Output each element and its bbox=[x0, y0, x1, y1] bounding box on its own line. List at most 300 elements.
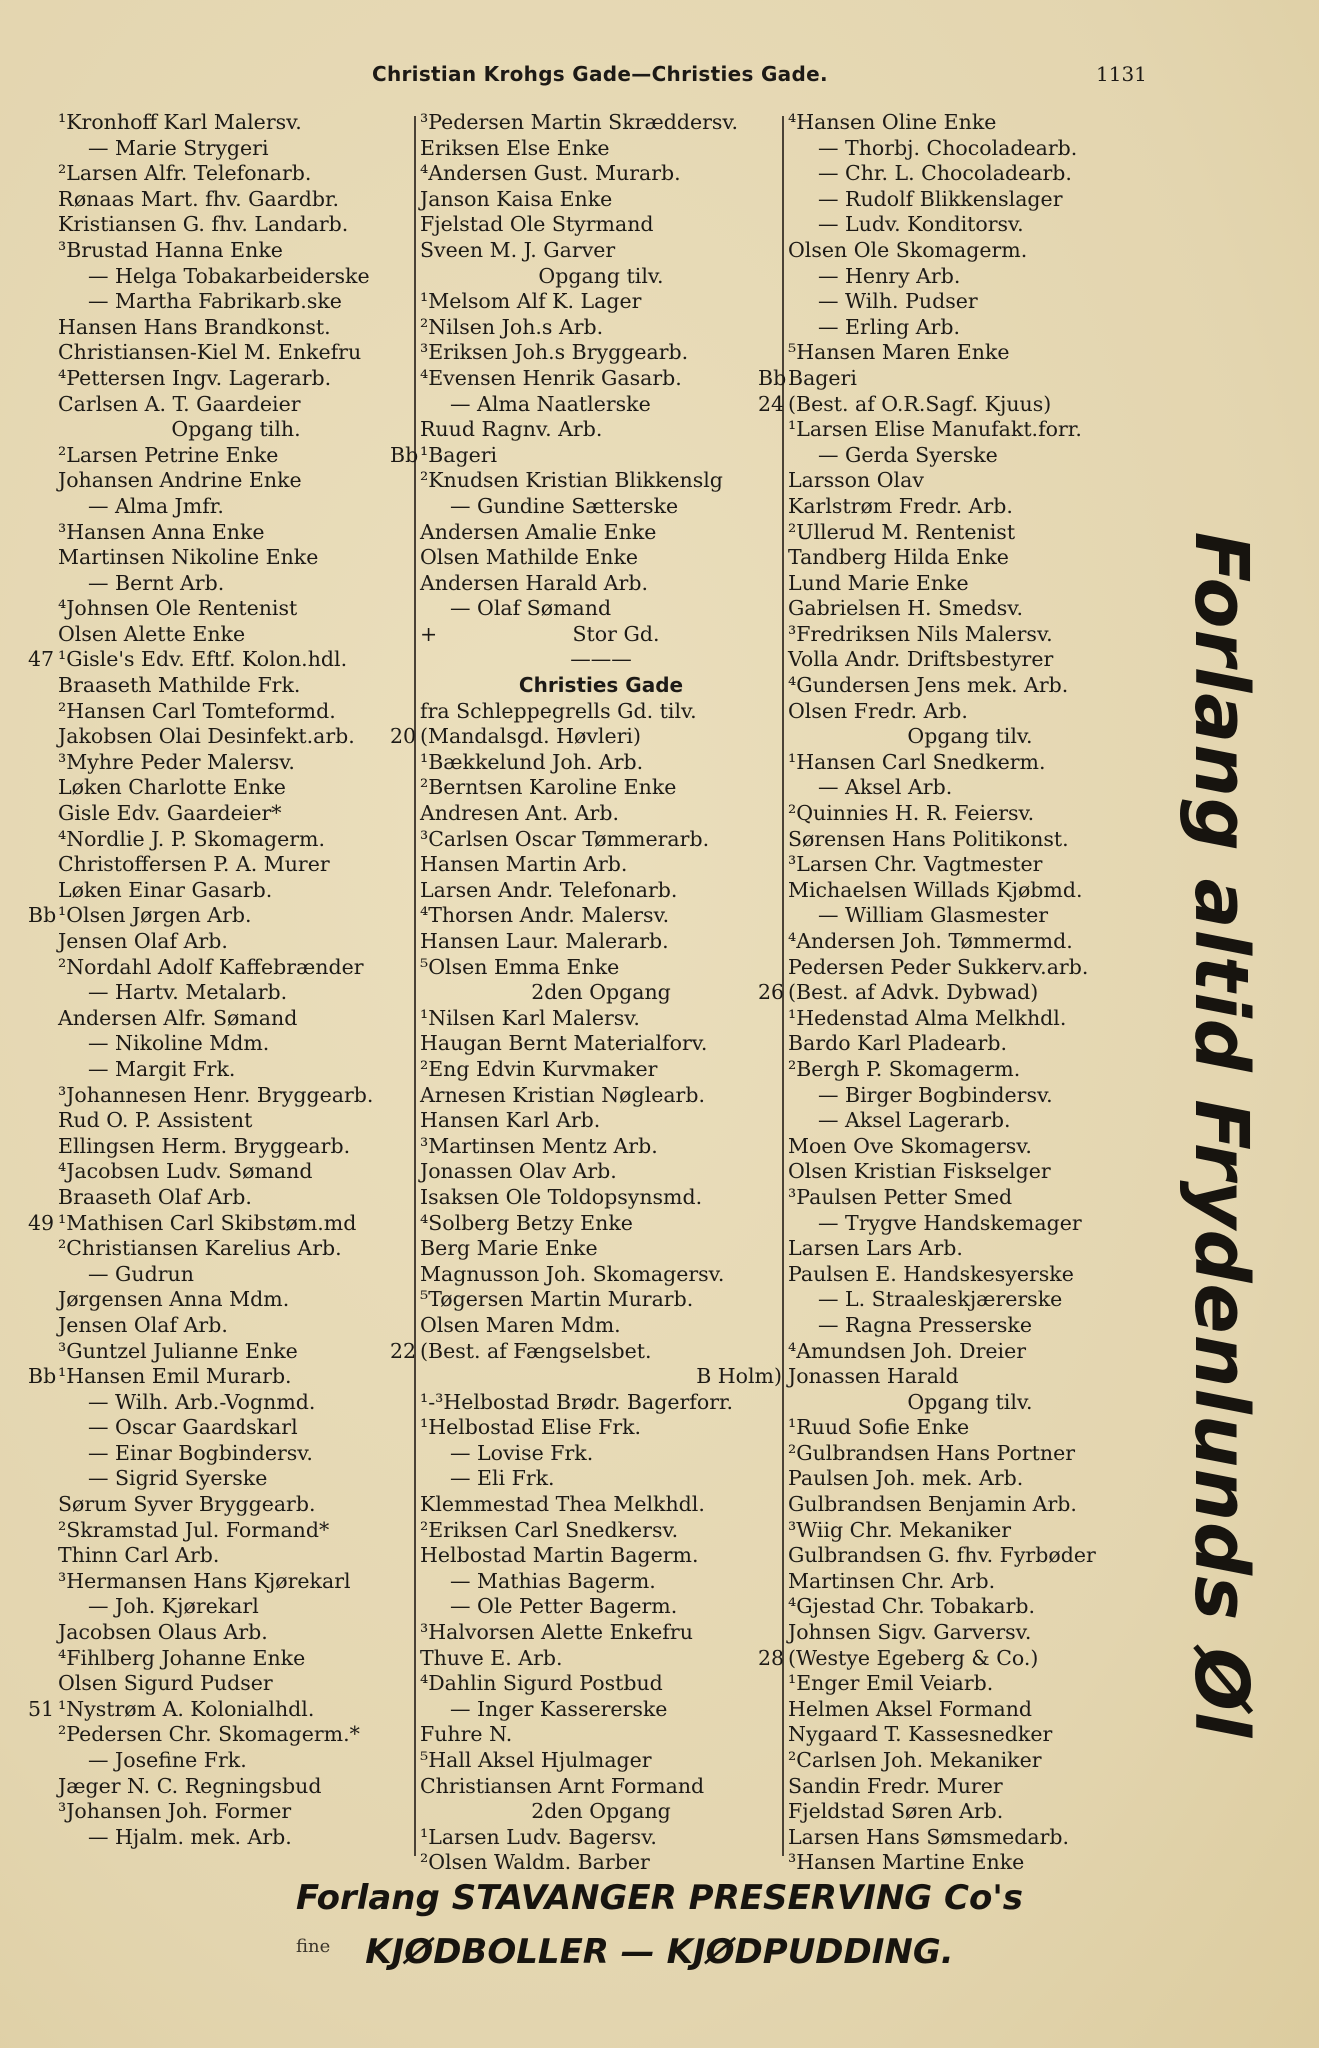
directory-entry bbox=[420, 1722, 782, 1748]
entry-text: 2den Opgang bbox=[531, 1799, 671, 1824]
entry-text: ¹Nystrøm A. Kolonialhdl. bbox=[58, 1696, 315, 1721]
entry-text: — L. Straaleskjærerske bbox=[818, 1287, 1063, 1312]
column-divider-left bbox=[414, 116, 416, 1856]
entry-text: — Trygve Handskemager bbox=[818, 1210, 1082, 1235]
entry-text: ⁴Pettersen Ingv. Lagerarb. bbox=[58, 365, 332, 390]
entry-text: Nygaard T. Kassesnedker bbox=[788, 1722, 1053, 1747]
directory-entry bbox=[58, 1287, 414, 1313]
entry-text: ³Myhre Peder Malersv. bbox=[58, 749, 295, 774]
directory-entry bbox=[420, 1108, 782, 1134]
entry-text: ⁴Gjestad Chr. Tobakarb. bbox=[788, 1594, 1036, 1619]
entry-text: ¹Hansen Carl Snedkerm. bbox=[788, 749, 1046, 774]
entry-text: ²Carlsen Joh. Mekaniker bbox=[788, 1748, 1042, 1772]
entry-text: ¹Melsom Alf K. Lager bbox=[420, 289, 642, 314]
entry-text: Martinsen Chr. Arb. bbox=[788, 1568, 996, 1593]
entry-text: — Helga Tobakarbeiderske bbox=[88, 263, 370, 288]
directory-entry bbox=[58, 1083, 414, 1109]
entry-text: ¹Nilsen Karl Malersv. bbox=[420, 1005, 640, 1030]
entry-text: Hansen Karl Arb. bbox=[420, 1108, 601, 1133]
entry-text: — Alma Jmfr. bbox=[88, 493, 224, 518]
entry-text: ²Skramstad Jul. Formand* bbox=[58, 1517, 330, 1542]
entry-text: ⁴Andersen Joh. Tømmermd. bbox=[788, 929, 1073, 953]
entry-text: ⁵Hansen Maren Enke bbox=[788, 340, 1010, 365]
entry-text: ²Nilsen Joh.s Arb. bbox=[420, 314, 604, 339]
entry-text: ³Hansen Anna Enke bbox=[58, 519, 265, 544]
footer-ad-tail: fine bbox=[296, 1936, 331, 1957]
entry-text: ⁴Solberg Betzy Enke bbox=[420, 1210, 633, 1235]
entry-text: (Best. af Advk. Dybwad) bbox=[788, 980, 1039, 1005]
directory-entry bbox=[788, 1441, 1152, 1467]
entry-text: Fuhre N. bbox=[420, 1722, 513, 1747]
directory-entry bbox=[58, 1722, 414, 1748]
entry-text: Berg Marie Enke bbox=[420, 1236, 598, 1261]
entry-text: Fjeldstad Søren Arb. bbox=[788, 1799, 1004, 1824]
entry-text: ²Larsen Alfr. Telefonarb. bbox=[58, 161, 312, 186]
directory-entry bbox=[788, 443, 1152, 469]
directory-entry bbox=[788, 1339, 1152, 1365]
entry-text: Stor Gd. bbox=[572, 621, 660, 646]
directory-entry bbox=[788, 1031, 1152, 1057]
directory-entry bbox=[58, 750, 414, 776]
directory-entry bbox=[788, 545, 1152, 571]
entry-text: ³Fredriksen Nils Malersv. bbox=[788, 621, 1053, 646]
entry-text: ²Eriksen Carl Snedkersv. bbox=[420, 1517, 679, 1542]
entry-text: — Aksel Arb. bbox=[818, 775, 953, 800]
entry-text: — Nikoline Mdm. bbox=[88, 1031, 270, 1056]
entry-text: ²Ullerud M. Rentenist bbox=[788, 519, 1016, 544]
directory-entry bbox=[58, 340, 414, 366]
entry-text: — Mathias Bagerm. bbox=[450, 1568, 656, 1593]
entry-text: Opgang tilv. bbox=[907, 724, 1033, 749]
directory-entry bbox=[28, 1697, 414, 1723]
directory-entry bbox=[420, 545, 782, 571]
entry-text: Andersen Alfr. Sømand bbox=[58, 1005, 298, 1030]
directory-entry bbox=[58, 1185, 414, 1211]
directory-entry bbox=[58, 289, 414, 315]
page-title: Christian Krohgs Gade—Christies Gade. bbox=[372, 62, 828, 86]
directory-entry bbox=[58, 392, 414, 418]
entry-marker: 49 bbox=[28, 1210, 55, 1235]
entry-text: Larsen Hans Sømsmedarb. bbox=[788, 1824, 1070, 1849]
directory-entry bbox=[788, 1825, 1152, 1851]
directory-entry bbox=[758, 1646, 1152, 1672]
entry-marker: 24 bbox=[758, 391, 785, 416]
entry-text: Thinn Carl Arb. bbox=[58, 1543, 220, 1568]
directory-entry bbox=[58, 1543, 414, 1569]
directory-entry bbox=[788, 1083, 1152, 1109]
directory-entry bbox=[420, 1057, 782, 1083]
entry-text: Opgang tilv. bbox=[538, 263, 664, 288]
directory-entry bbox=[788, 1594, 1152, 1620]
directory-entry bbox=[420, 801, 782, 827]
directory-entry bbox=[420, 1211, 782, 1237]
entry-text: ⁴Nordlie J. P. Skomagerm. bbox=[58, 826, 325, 851]
entry-text: ³Martinsen Mentz Arb. bbox=[420, 1133, 658, 1158]
entry-text: ²Gulbrandsen Hans Portner bbox=[788, 1440, 1076, 1465]
directory-column-3 bbox=[758, 110, 1152, 1876]
entry-text: Martinsen Nikoline Enke bbox=[58, 545, 319, 570]
entry-text: — Hartv. Metalarb. bbox=[88, 980, 288, 1005]
directory-entry bbox=[788, 801, 1152, 827]
entry-text: Opgang tilv. bbox=[907, 1389, 1033, 1414]
entry-text: Pedersen Peder Sukkerv.arb. bbox=[788, 954, 1089, 979]
entry-text: Jensen Olaf Arb. bbox=[58, 1312, 228, 1337]
entry-marker: 28 bbox=[758, 1645, 785, 1670]
entry-text: Hansen Martin Arb. bbox=[420, 852, 628, 877]
directory-entry bbox=[58, 1646, 414, 1672]
directory-entry bbox=[420, 571, 782, 597]
directory-entry bbox=[58, 1748, 414, 1774]
directory-entry bbox=[420, 1620, 782, 1646]
directory-entry bbox=[420, 1415, 782, 1441]
directory-entry bbox=[58, 264, 414, 290]
entry-text: Rud O. P. Assistent bbox=[58, 1108, 253, 1133]
entry-text: (Best. af O.R.Sagf. Kjuus) bbox=[788, 391, 1052, 416]
entry-marker: 20 bbox=[390, 724, 417, 749]
entry-text: ¹Hedenstad Alma Melkhdl. bbox=[788, 1005, 1067, 1030]
directory-entry bbox=[58, 1390, 414, 1416]
directory-entry bbox=[420, 1159, 782, 1185]
directory-entry bbox=[58, 724, 414, 750]
entry-text: — Wilh. Arb.-Vognmd. bbox=[88, 1389, 316, 1414]
entry-text: Opgang tilh. bbox=[171, 417, 301, 442]
entry-text: — Thorbj. Chocoladearb. bbox=[818, 135, 1078, 160]
entry-text: Jakobsen Olai Desinfekt.arb. bbox=[58, 724, 355, 749]
entry-text: — Hjalm. mek. Arb. bbox=[88, 1824, 292, 1849]
directory-entry bbox=[788, 1518, 1152, 1544]
entry-text: Olsen Sigurd Pudser bbox=[58, 1671, 273, 1696]
directory-entry bbox=[58, 1825, 414, 1851]
entry-text: ⁴Thorsen Andr. Malersv. bbox=[420, 903, 670, 928]
entry-text: Haugan Bernt Materialforv. bbox=[420, 1031, 708, 1056]
entry-text: — Henry Arb. bbox=[818, 263, 961, 288]
entry-text: Braaseth Olaf Arb. bbox=[58, 1184, 252, 1209]
entry-text: ²Olsen Waldm. Barber bbox=[420, 1850, 650, 1875]
directory-entry bbox=[58, 1057, 414, 1083]
directory-entry bbox=[420, 520, 782, 546]
entry-text: Klemmestad Thea Melkhdl. bbox=[420, 1492, 705, 1517]
directory-entry bbox=[58, 1236, 414, 1262]
directory-entry bbox=[420, 340, 782, 366]
directory-entry bbox=[758, 980, 1152, 1006]
directory-entry bbox=[58, 1159, 414, 1185]
directory-entry bbox=[58, 1134, 414, 1160]
directory-entry bbox=[58, 1415, 414, 1441]
page-header bbox=[0, 62, 1319, 92]
entry-text: Eriksen Else Enke bbox=[420, 135, 610, 160]
entry-text: ¹Gisle's Edv. Eftf. Kolon.hdl. bbox=[58, 647, 348, 672]
directory-entry bbox=[788, 1185, 1152, 1211]
entry-marker: Bb bbox=[390, 442, 419, 467]
directory-entry bbox=[788, 1620, 1152, 1646]
entry-text: Andersen Amalie Enke bbox=[420, 519, 657, 544]
entry-text: Jørgensen Anna Mdm. bbox=[58, 1287, 290, 1312]
entry-text: — Rudolf Blikkenslager bbox=[818, 186, 1063, 211]
entry-text: ⁴Johnsen Ole Rentenist bbox=[58, 596, 298, 621]
entry-text: Olsen Fredr. Arb. bbox=[788, 698, 968, 723]
entry-text: fra Schleppegrells Gd. tilv. bbox=[420, 698, 697, 723]
entry-text: ¹Kronhoff Karl Malersv. bbox=[58, 110, 302, 134]
directory-entry bbox=[788, 1262, 1152, 1288]
directory-entry bbox=[788, 1850, 1152, 1876]
directory-entry bbox=[420, 622, 782, 648]
entry-text: — Gundine Sætterske bbox=[450, 493, 679, 518]
directory-entry bbox=[420, 1671, 782, 1697]
entry-text: — Birger Bogbindersv. bbox=[818, 1082, 1053, 1107]
entry-text: Carlsen A. T. Gaardeier bbox=[58, 391, 301, 416]
vertical-ad-text: Forlang altid Frydenlunds Øl bbox=[1178, 531, 1264, 1739]
entry-text: Jonassen Harald bbox=[788, 1364, 959, 1389]
directory-entry bbox=[58, 161, 414, 187]
entry-text: Braaseth Mathilde Frk. bbox=[58, 673, 301, 698]
directory-entry bbox=[58, 1518, 414, 1544]
entry-text: Lund Marie Enke bbox=[788, 570, 969, 595]
directory-entry bbox=[788, 1057, 1152, 1083]
directory-entry bbox=[420, 852, 782, 878]
directory-entry bbox=[420, 1594, 782, 1620]
entry-text: (Mandalsgd. Høvleri) bbox=[420, 724, 641, 749]
directory-entry bbox=[420, 750, 782, 776]
directory-entry bbox=[58, 520, 414, 546]
directory-entry bbox=[58, 827, 414, 853]
entry-text: ³Eriksen Joh.s Bryggearb. bbox=[420, 340, 689, 365]
directory-entry bbox=[788, 1006, 1152, 1032]
entry-text: ³Brustad Hanna Enke bbox=[58, 237, 283, 262]
directory-entry bbox=[58, 468, 414, 494]
directory-entry bbox=[420, 1569, 782, 1595]
entry-text: Johnsen Sigv. Garversv. bbox=[788, 1620, 1032, 1645]
entry-text: ³Paulsen Petter Smed bbox=[788, 1184, 1013, 1209]
entry-text: Rønaas Mart. fhv. Gaardbr. bbox=[58, 186, 340, 211]
directory-entry bbox=[788, 1313, 1152, 1339]
directory-entry bbox=[788, 315, 1152, 341]
directory-entry bbox=[420, 1006, 782, 1032]
entry-text: ³Johannesen Henr. Bryggearb. bbox=[58, 1082, 374, 1107]
entry-text: ¹-³Helbostad Brødr. Bagerforr. bbox=[420, 1389, 734, 1414]
entry-text: ³Carlsen Oscar Tømmerarb. bbox=[420, 826, 710, 851]
directory-entry bbox=[58, 545, 414, 571]
directory-entry bbox=[788, 622, 1152, 648]
entry-text: Tandberg Hilda Enke bbox=[788, 545, 1009, 570]
directory-entry bbox=[58, 596, 414, 622]
directory-entry bbox=[788, 289, 1152, 315]
directory-entry bbox=[420, 212, 782, 238]
directory-entry bbox=[420, 494, 782, 520]
footer-ad-line-2: KJØDBOLLER — KJØDPUDDING. bbox=[365, 1932, 954, 1972]
entry-text: — Marie Strygeri bbox=[88, 135, 269, 160]
directory-entry bbox=[58, 1441, 414, 1467]
entry-text: Janson Kaisa Enke bbox=[420, 186, 613, 211]
entry-text: ¹Larsen Elise Manufakt.forr. bbox=[788, 417, 1082, 442]
directory-entry bbox=[788, 212, 1152, 238]
directory-entry bbox=[788, 110, 1152, 136]
entry-text: (Westye Egeberg & Co.) bbox=[788, 1645, 1039, 1670]
directory-entry bbox=[420, 289, 782, 315]
directory-entry bbox=[58, 1108, 414, 1134]
entry-text: ²Hansen Carl Tomteformd. bbox=[58, 698, 336, 723]
directory-entry bbox=[420, 161, 782, 187]
entry-marker: Bb bbox=[28, 903, 57, 928]
entry-text: Karlstrøm Fredr. Arb. bbox=[788, 493, 1013, 518]
directory-entry bbox=[58, 1569, 414, 1595]
entry-text: ²Knudsen Kristian Blikkenslg bbox=[420, 468, 723, 493]
entry-text: ³Wiig Chr. Mekaniker bbox=[788, 1517, 1012, 1542]
directory-entry bbox=[788, 699, 1152, 725]
entry-text: 2den Opgang bbox=[531, 980, 671, 1005]
entry-text: Arnesen Kristian Nøglearb. bbox=[420, 1082, 705, 1107]
entry-text: — Inger Kassererske bbox=[450, 1696, 668, 1721]
entry-text: Ruud Ragnv. Arb. bbox=[420, 417, 603, 442]
entry-text: — Josefine Frk. bbox=[88, 1748, 247, 1772]
directory-entry bbox=[420, 1083, 782, 1109]
directory-entry bbox=[28, 647, 414, 673]
entry-text: ¹Helbostad Elise Frk. bbox=[420, 1415, 642, 1440]
directory-entry bbox=[788, 775, 1152, 801]
directory-entry bbox=[58, 366, 414, 392]
directory-entry bbox=[788, 1466, 1152, 1492]
entry-text: ³Larsen Chr. Vagtmester bbox=[788, 852, 1043, 877]
directory-entry bbox=[788, 1236, 1152, 1262]
entry-text: — Aksel Lagerarb. bbox=[818, 1108, 1011, 1133]
entry-text: — Bernt Arb. bbox=[88, 570, 225, 595]
entry-text: Olsen Kristian Fiskselger bbox=[788, 1159, 1051, 1184]
directory-entry bbox=[758, 366, 1152, 392]
entry-text: Christiansen Arnt Formand bbox=[420, 1773, 705, 1798]
entry-text: ²Bergh P. Skomagerm. bbox=[788, 1056, 1021, 1081]
directory-entry bbox=[788, 596, 1152, 622]
directory-entry bbox=[28, 1211, 414, 1237]
directory-entry bbox=[420, 775, 782, 801]
entry-text: — Lovise Frk. bbox=[450, 1440, 594, 1465]
directory-entry bbox=[420, 1441, 782, 1467]
directory-entry bbox=[58, 1006, 414, 1032]
directory-entry bbox=[788, 1671, 1152, 1697]
entry-text: ²Nordahl Adolf Kaffebrænder bbox=[58, 954, 364, 979]
entry-text: Gabrielsen H. Smedsv. bbox=[788, 596, 1023, 621]
entry-text: Johansen Andrine Enke bbox=[58, 468, 302, 493]
entry-text: Paulsen Joh. mek. Arb. bbox=[788, 1466, 1024, 1491]
entry-text: — Einar Bogbindersv. bbox=[88, 1440, 313, 1465]
entry-text: Sørum Syver Bryggearb. bbox=[58, 1492, 316, 1517]
entry-text: — Ludv. Konditorsv. bbox=[818, 212, 1024, 237]
directory-entry bbox=[58, 417, 414, 443]
entry-text: Volla Andr. Driftsbestyrer bbox=[788, 647, 1054, 672]
entry-text: Andresen Ant. Arb. bbox=[420, 801, 619, 826]
directory-column-2 bbox=[390, 110, 782, 1876]
entry-text: — Gerda Syerske bbox=[818, 442, 998, 467]
directory-entry bbox=[420, 136, 782, 162]
entry-text: Michaelsen Willads Kjøbmd. bbox=[788, 877, 1083, 902]
entry-text: ⁴Hansen Oline Enke bbox=[788, 110, 997, 134]
entry-text: ⁴Jacobsen Ludv. Sømand bbox=[58, 1159, 313, 1184]
directory-entry bbox=[420, 1850, 782, 1876]
entry-text: ¹Olsen Jørgen Arb. bbox=[58, 903, 252, 928]
directory-entry bbox=[58, 1492, 414, 1518]
entry-text: ²Pedersen Chr. Skomagerm.* bbox=[58, 1722, 360, 1747]
entry-text: — Martha Fabrikarb.ske bbox=[88, 289, 342, 314]
directory-entry bbox=[420, 1466, 782, 1492]
directory-entry bbox=[420, 1825, 782, 1851]
entry-text: ¹Larsen Ludv. Bagersv. bbox=[420, 1824, 657, 1849]
directory-entry bbox=[788, 750, 1152, 776]
street-heading: Christies Gade bbox=[518, 673, 684, 698]
directory-entry bbox=[758, 392, 1152, 418]
directory-entry bbox=[420, 929, 782, 955]
directory-entry bbox=[788, 187, 1152, 213]
entry-text: ³Johansen Joh. Former bbox=[58, 1799, 292, 1824]
entry-text: Gulbrandsen G. fhv. Fyrbøder bbox=[788, 1543, 1096, 1568]
directory-entry bbox=[420, 596, 782, 622]
entry-text: Christoffersen P. A. Murer bbox=[58, 852, 330, 877]
entry-text: — Chr. L. Chocoladearb. bbox=[818, 161, 1072, 186]
directory-entry bbox=[420, 955, 782, 981]
directory-column-1 bbox=[28, 110, 414, 1850]
directory-entry bbox=[788, 571, 1152, 597]
directory-entry bbox=[58, 443, 414, 469]
directory-entry bbox=[58, 1313, 414, 1339]
directory-entry bbox=[58, 494, 414, 520]
directory-entry bbox=[58, 1262, 414, 1288]
entry-text: Hansen Laur. Malerarb. bbox=[420, 929, 669, 953]
entry-text: ³Halvorsen Alette Enkefru bbox=[420, 1620, 693, 1645]
directory-entry bbox=[788, 852, 1152, 878]
directory-entry bbox=[788, 724, 1152, 750]
directory-entry bbox=[420, 110, 782, 136]
directory-entry bbox=[788, 238, 1152, 264]
entry-text: — William Glasmester bbox=[818, 903, 1049, 928]
directory-entry bbox=[788, 647, 1152, 673]
directory-entry bbox=[788, 264, 1152, 290]
directory-entry bbox=[420, 903, 782, 929]
entry-text: ¹Hansen Emil Murarb. bbox=[58, 1364, 292, 1389]
entry-text: — Margit Frk. bbox=[88, 1056, 236, 1081]
directory-entry bbox=[788, 340, 1152, 366]
entry-text: Larsen Lars Arb. bbox=[788, 1236, 963, 1261]
directory-entry bbox=[420, 1313, 782, 1339]
directory-entry bbox=[58, 1671, 414, 1697]
entry-marker: + bbox=[420, 621, 438, 646]
directory-entry bbox=[788, 417, 1152, 443]
entry-text: Isaksen Ole Toldopsynsmd. bbox=[420, 1184, 703, 1209]
entry-text: Larsson Olav bbox=[788, 468, 924, 493]
directory-entry bbox=[58, 1339, 414, 1365]
directory-entry bbox=[788, 494, 1152, 520]
directory-entry bbox=[28, 903, 414, 929]
entry-text: Hansen Hans Brandkonst. bbox=[58, 314, 331, 339]
directory-entry bbox=[788, 1134, 1152, 1160]
directory-entry bbox=[58, 878, 414, 904]
directory-entry bbox=[420, 417, 782, 443]
entry-text: ⁴Andersen Gust. Murarb. bbox=[420, 161, 681, 186]
directory-entry bbox=[420, 1185, 782, 1211]
entry-text: Magnusson Joh. Skomagersv. bbox=[420, 1261, 725, 1286]
directory-entry bbox=[420, 1364, 782, 1390]
directory-entry bbox=[420, 1236, 782, 1262]
directory-entry bbox=[788, 1697, 1152, 1723]
directory-entry bbox=[58, 929, 414, 955]
entry-text: Olsen Mathilde Enke bbox=[420, 545, 638, 570]
directory-entry bbox=[420, 1492, 782, 1518]
entry-text: Løken Charlotte Enke bbox=[58, 775, 286, 800]
directory-entry bbox=[788, 878, 1152, 904]
entry-text: Olsen Alette Enke bbox=[58, 621, 246, 646]
directory-entry bbox=[420, 1543, 782, 1569]
entry-text: B Holm) bbox=[696, 1364, 782, 1389]
directory-entry bbox=[788, 1364, 1152, 1390]
entry-text: Ellingsen Herm. Bryggearb. bbox=[58, 1133, 351, 1158]
directory-entry bbox=[420, 647, 782, 673]
directory-entry bbox=[420, 1646, 782, 1672]
